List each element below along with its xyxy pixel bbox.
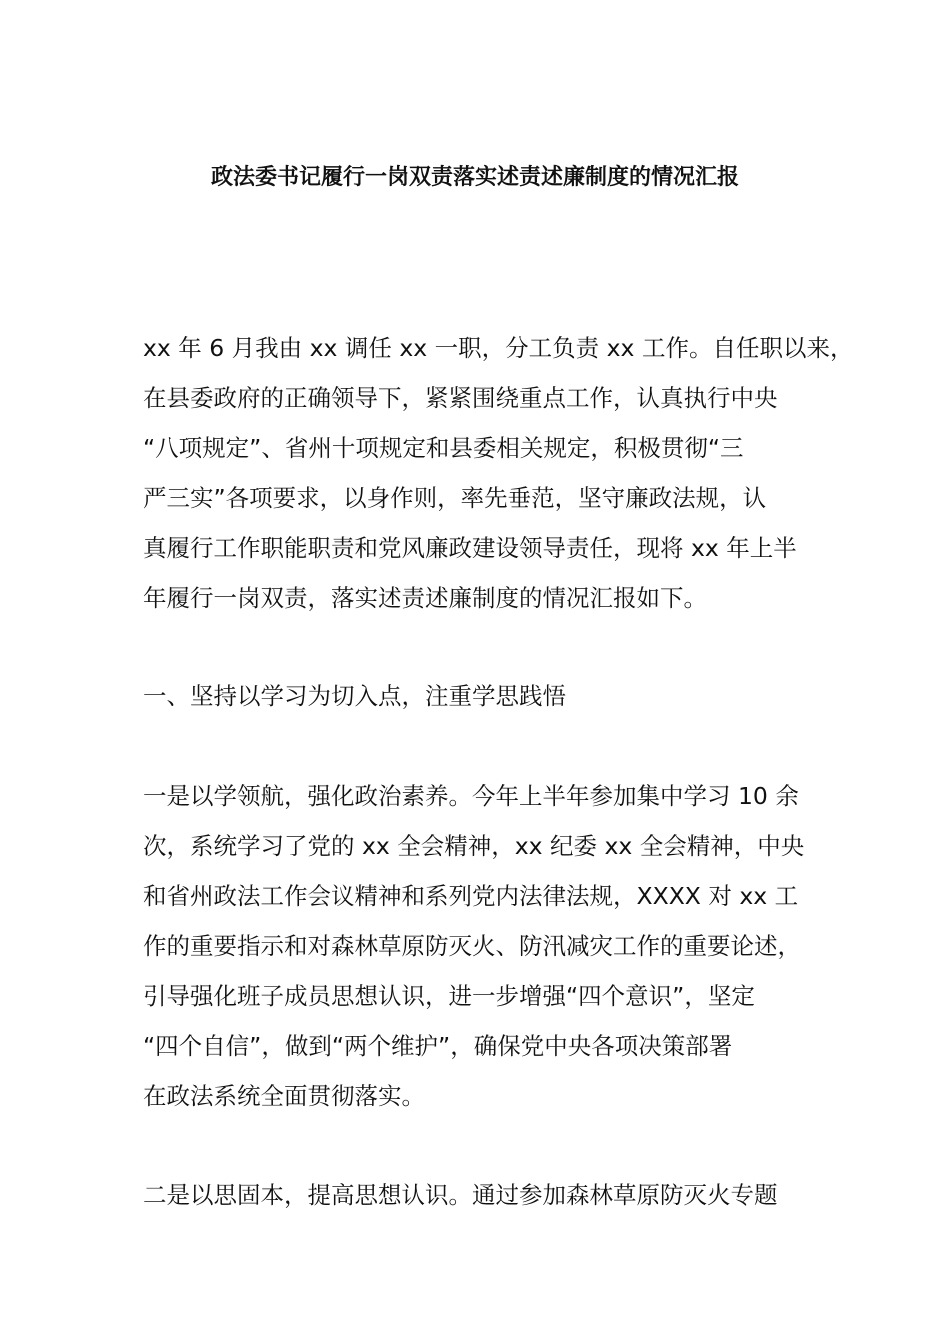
paragraph-study	[143, 771, 828, 1121]
paragraph-line: 二是以思固本，提高思想认识。通过参加森林草原防灭火专题	[143, 1181, 778, 1209]
paragraph-line: 引导强化班子成员思想认识，进一步增强“四个意识”，坚定	[143, 982, 755, 1010]
paragraph-line: 一是以学领航，强化政治素养。今年上半年参加集中学习 10 余	[143, 782, 799, 810]
paragraph-line: 和省州政法工作会议精神和系列党内法律法规，XXXX 对 xx 工	[143, 882, 799, 910]
paragraph-line: 作的重要指示和对森林草原防灭火、防汛减灾工作的重要论述，	[143, 932, 801, 960]
paragraph-line: 真履行工作职能职责和党风廉政建设领导责任，现将 xx 年上半	[143, 534, 797, 562]
paragraph-line: “四个自信”，做到“两个维护”，确保党中央各项决策部署	[143, 1032, 733, 1060]
paragraph-line: 次，系统学习了党的 xx 全会精神，xx 纪委 xx 全会精神，中央	[143, 832, 805, 860]
paragraph-line: 严三实”各项要求，以身作则，率先垂范，坚守廉政法规，认	[143, 484, 767, 512]
paragraph-line: 在县委政府的正确领导下，紧紧围绕重点工作，认真执行中央	[143, 384, 778, 412]
document-title: 政法委书记履行一岗双责落实述责述廉制度的情况汇报	[210, 165, 739, 190]
paragraph-intro	[143, 323, 854, 623]
section-heading-text: 一、坚持以学习为切入点，注重学思践悟	[143, 682, 566, 710]
paragraph-line: “八项规定”、省州十项规定和县委相关规定，积极贯彻“三	[143, 434, 744, 462]
paragraph-line: xx 年 6 月我由 xx 调任 xx 一职，分工负责 xx 工作。自任职以来，	[143, 334, 854, 362]
paragraph-thinking	[143, 1170, 828, 1220]
section-heading	[143, 671, 828, 721]
paragraph-line: 年履行一岗双责，落实述责述廉制度的情况汇报如下。	[143, 584, 707, 612]
paragraph-line: 在政法系统全面贯彻落实。	[143, 1082, 425, 1110]
